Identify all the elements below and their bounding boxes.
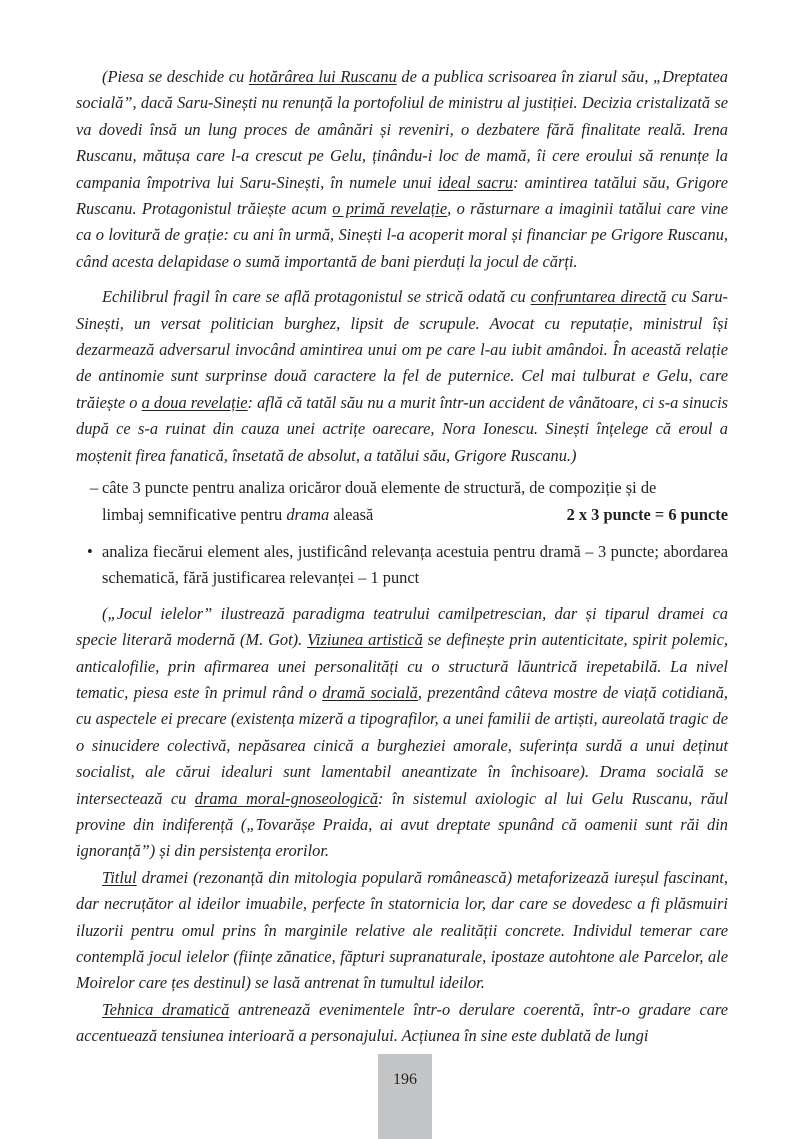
underlined-phrase: Titlul (102, 867, 137, 887)
emphasis: drama (286, 504, 330, 524)
scoring-item-structure (76, 475, 728, 528)
text-run: , o răsturnare a imaginii tatălui care vine ca o lovitură de grație: cu ani în urmă, Sinești l-a acoperit moral și financiar pe Grigore Ruscanu, când acesta delapidase o sumă importantă de bani pierduți la jocul de cărți. (76, 199, 728, 271)
text-run: limbaj semnificative pentru (102, 504, 287, 524)
paragraph-dramatic-technique (76, 997, 728, 1050)
page-body (76, 64, 728, 1050)
scoring-item-analysis (76, 539, 728, 592)
text-run: (Piesa se deschide cu (102, 67, 249, 86)
underlined-phrase: Tehnica dramatică (102, 999, 230, 1019)
underlined-phrase: Viziunea artistică (307, 630, 423, 650)
text-run: dramei (rezonanță din mitologia populară românească) metaforizează iureșul fascinant, dar necruțător al ideilor imuabile, perfecte în statornicia lor, dar care se dovedesc a fi plăsmuiri iluzorii pentru omul prins în marginile relative ale realității concrete. Individul temerar care contemplă jocul ielelor (ființe zănatice, făpturi supranaturale, ipostaze autohtone ale Parcelor, ale Moirelor care țes destinul) se lasă antrenat în tumultul ideilor. (76, 867, 728, 993)
dash-marker: – (90, 478, 99, 498)
scoring-item-text (102, 502, 373, 528)
text-run: („Jocul ielelor” ilustrează paradigma teatrului camilpetrescian, dar și tiparul dramei ca specie literară modernă (M. Got). (76, 603, 728, 650)
text-run: , prezentând câteva mostre de viață cotidiană, cu aspectele ei precare (existența mizeră a tipografilor, a unei familii de artiști, aureolată tragic de o sinucidere colectivă, nepăsarea cinică a burgheziei amorale, suferința surdă a unui deținut socialist, ale cărui idealuri sunt lamentabil aneantizate în închisoare). Drama socială se intersectează cu (76, 682, 728, 808)
scoring-list (76, 475, 728, 592)
page-number-tab (378, 1054, 432, 1139)
text-run: de a publica scrisoarea în ziarul său, „Dreptatea socială”, dacă Saru-Sinești nu renunță la portofoliul de ministru al justiției. Decizia cristalizată se va dovedi însă un lung proces de amânări și reveniri, o dezbatere fără finalitate reală. Irena Ruscanu, mătușa care l-a crescut pe Gelu, ținându-i loc de mamă, îi cere eroului să renunțe la campania împotriva lui Saru-Sinești, în numele unui (76, 67, 729, 192)
text-run: : află că tatăl său nu a murit într-un accident de vânătoare, ci s-a sinucis după ce s-a ruinat din cauza unei actrițe oarecare, Nora Ionescu. Sinești înțelege că eroul a moștenit firea fanatică, însetată de absolut, a tatălui său, Grigore Ruscanu.) (76, 392, 728, 465)
scoring-item-text: câte 3 puncte pentru analiza oricăror două elemente de structură, de compoziție și de (102, 478, 657, 498)
text-run: : în sistemul axiologic al lui Gelu Ruscanu, răul provine din indiferență („Tovarășe Praida, ai avut dreptate spunând că oamenii sunt răi din ignoranță”) și din persistența erorilor. (76, 788, 728, 861)
score-total: 2 x 3 puncte = 6 puncte (566, 504, 728, 524)
underlined-phrase: confruntarea directă (530, 287, 667, 307)
text-run: Echilibrul fragil în care se află protagonistul se strică odată cu (102, 287, 531, 307)
text-run: aleasă (329, 504, 374, 524)
paragraph-confrontation (76, 284, 728, 469)
text-run: se definește prin autenticitate, spirit polemic, anticalofilie, prin afirmarea unei personalități cu o structură lăuntrică irepetabilă. La nivel tematic, piesa este în primul rând o (76, 630, 728, 702)
underlined-phrase: o primă revelație (332, 199, 448, 219)
paragraph-ruscanu-decision (76, 64, 728, 275)
underlined-phrase: ideal sacru (437, 172, 514, 192)
bullet-marker: • (87, 541, 93, 561)
text-run: antrenează evenimentele într-o derulare coerentă, într-o gradare care accentuează tensiunea interioară a personajului. Acțiunea în sine este dublată de lungi (76, 999, 729, 1046)
underlined-phrase: dramă socială (322, 682, 418, 702)
text-run: : amintirea tatălui său, Grigore Ruscanu. Protagonistul trăiește acum (76, 172, 728, 219)
underlined-phrase: hotărârea lui Ruscanu (248, 67, 397, 86)
scoring-item-line (102, 502, 728, 528)
underlined-phrase: a doua revelație (141, 392, 248, 412)
paragraph-title (76, 865, 728, 997)
scoring-item-text: analiza fiecărui element ales, justificând relevanța acestuia pentru dramă – 3 puncte; abordarea schematică, fără justificarea relevanței – 1 punct (102, 541, 728, 588)
page-number: 196 (393, 1071, 417, 1088)
paragraph-jocul-ielelor (76, 601, 728, 865)
text-run: cu Saru-Sinești, un versat politician burghez, lipsit de scrupule. Avocat cu reputație, ministrul își dezarmează adversarul invocând amintirea unui om pe care l-au iubit amândoi. În această relație de antinomie sunt surprinse două caractere la fel de puternice. Cel mai tulburat e Gelu, care trăiește o (76, 287, 728, 412)
underlined-phrase: drama moral-gnoseologică (194, 788, 379, 808)
